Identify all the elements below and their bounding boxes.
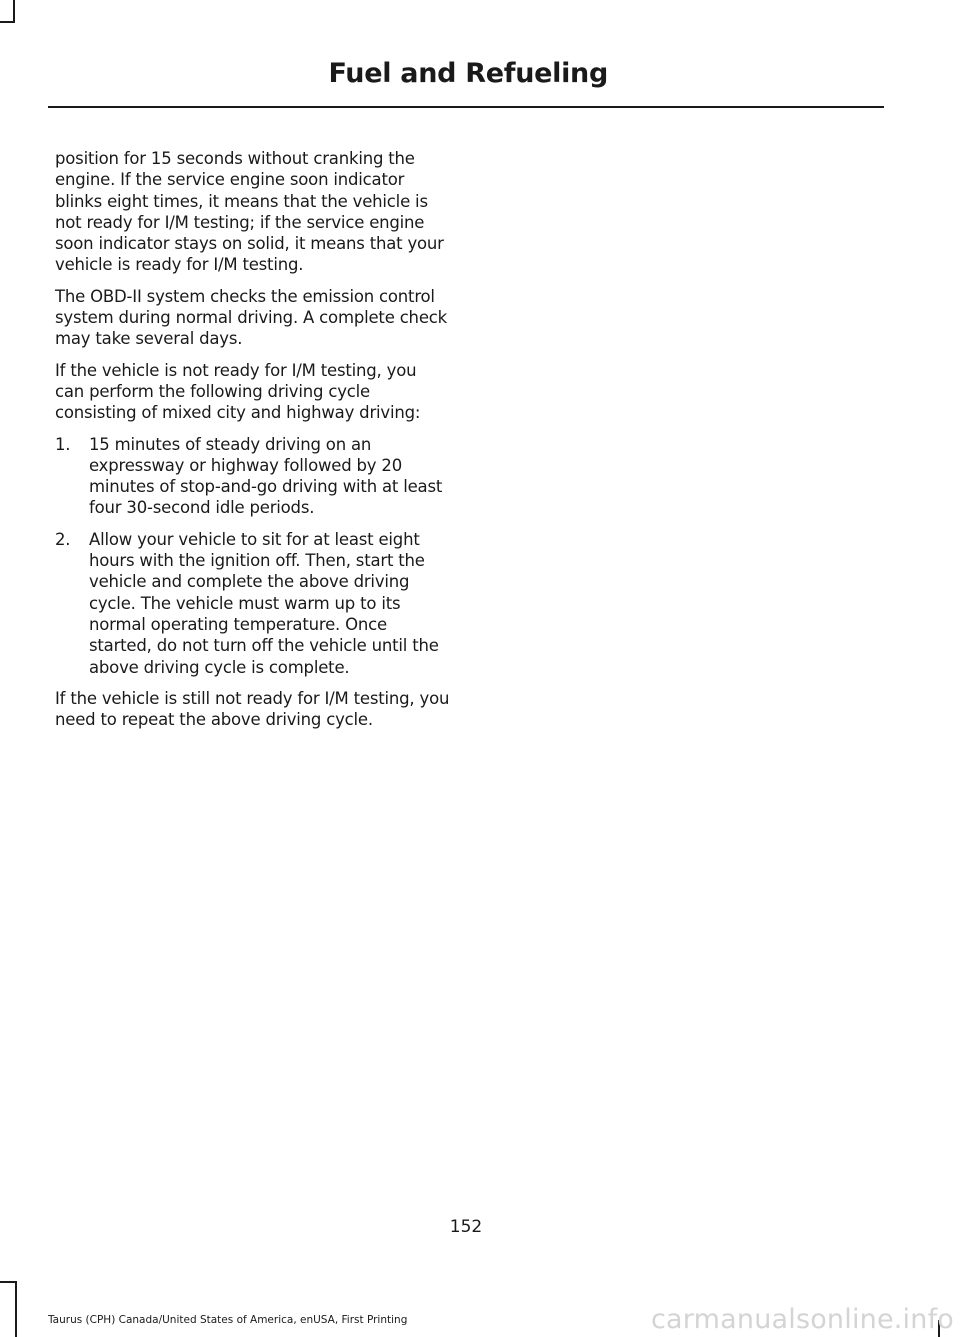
list-item [55, 529, 450, 678]
paragraph: The OBD-II system checks the emission control system during normal driving. A complete check may take several days. [55, 286, 447, 349]
section-title: Fuel and Refueling [328, 58, 608, 89]
watermark-text: carmanualsonline.info [651, 1304, 954, 1335]
list-item-number: 2. [55, 529, 71, 549]
main-text-column [55, 148, 450, 740]
page-number: 152 [449, 1217, 483, 1237]
edition-note: Taurus (CPH) Canada/United States of America, enUSA, First Printing [48, 1314, 408, 1326]
crop-mark-top-left-vertical [13, 0, 15, 22]
list-item [55, 434, 450, 519]
crop-mark-top-left-horizontal [0, 21, 15, 23]
header-rule [48, 106, 884, 108]
list-item-text: Allow your vehicle to sit for at least eight hours with the ignition off. Then, start the vehicle and complete the above driving cycle. The vehicle must warm up to its normal operating temperature. Once started, do not turn off the vehicle until the above driving cycle is complete. [89, 529, 439, 677]
paragraph: If the vehicle is not ready for I/M testing, you can perform the following driving cycle consisting of mixed city and highway driving: [55, 360, 421, 423]
list-item-number: 1. [55, 434, 71, 454]
list-item-text: 15 minutes of steady driving on an expressway or highway followed by 20 minutes of stop-and-go driving with at least four 30-second idle periods. [89, 434, 443, 518]
crop-mark-bottom-left-horizontal [0, 1281, 17, 1283]
paragraph: If the vehicle is still not ready for I/M testing, you need to repeat the above driving cycle. [55, 688, 450, 730]
paragraph: position for 15 seconds without cranking the engine. If the service engine soon indicator blinks eight times, it means that the vehicle is not ready for I/M testing; if the service engine soon indicator stays on solid, it means that your vehicle is ready for I/M testing. [55, 149, 444, 275]
crop-mark-bottom-left-vertical [15, 1281, 17, 1337]
